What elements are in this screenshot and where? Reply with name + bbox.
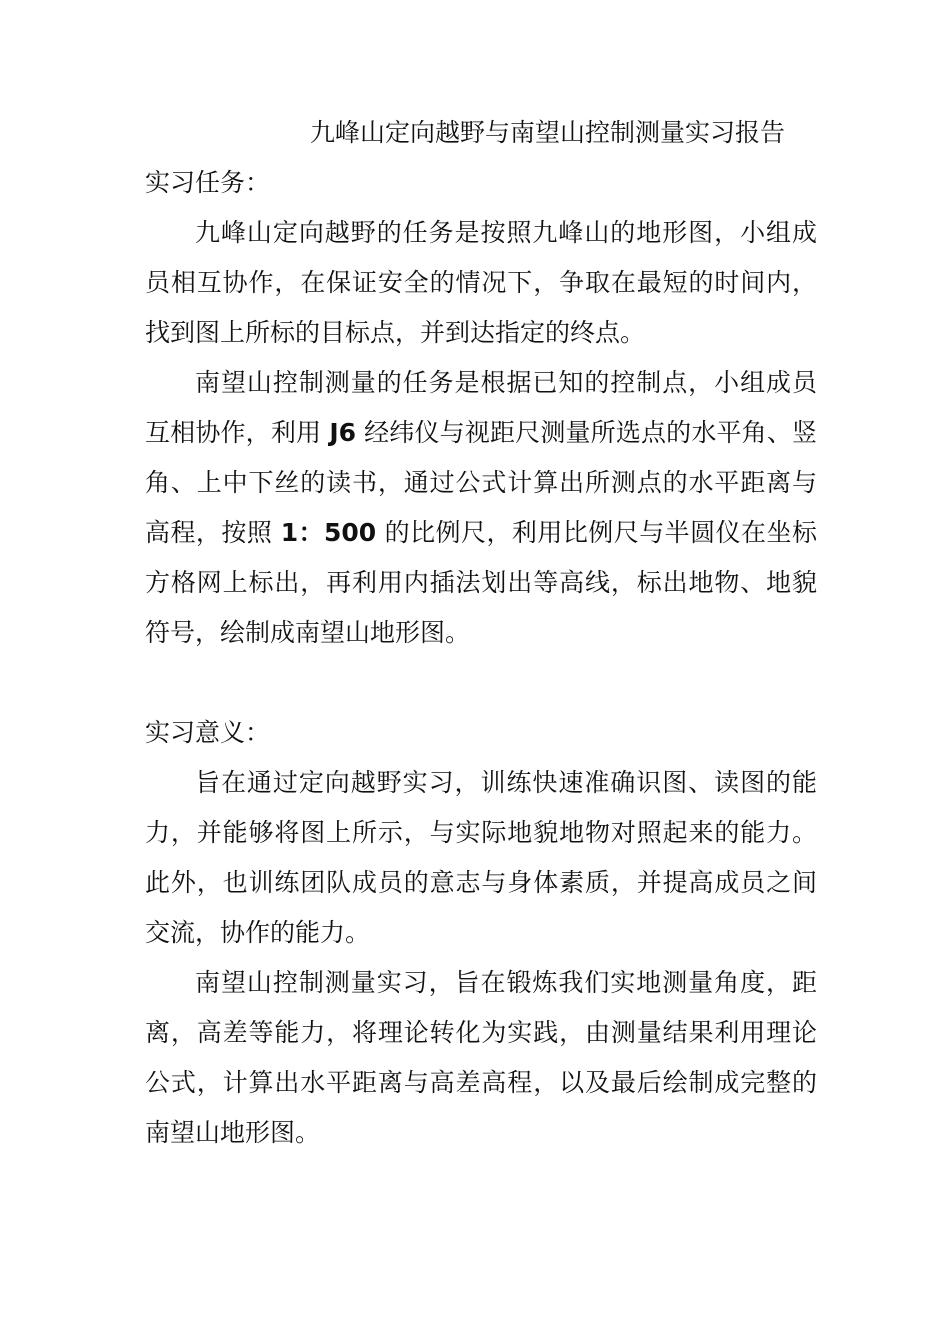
- paragraph-survey-significance: 南望山控制测量实习，旨在锻炼我们实地测量角度，距离，高差等能力，将理论转化为实践，由测量结果利用理论公式，计算出水平距离与高差高程，以及最后绘制成完整的南望山地形图。: [145, 968, 817, 1147]
- document-title: 九峰山定向越野与南望山控制测量实习报告: [310, 118, 786, 147]
- section-heading-tasks: 实习任务：: [145, 168, 271, 197]
- paragraph-survey-task: [145, 358, 817, 658]
- map-scale: 1：500: [280, 518, 377, 547]
- section-heading-significance: 实习意义：: [145, 718, 271, 747]
- document-body: [145, 108, 817, 1158]
- paragraph-orienteering-significance: 旨在通过定向越野实习，训练快速准确识图、读图的能力，并能够将图上所示，与实际地貌地物对照起来的能力。此外，也训练团队成员的意志与身体素质，并提高成员之间交流，协作的能力。: [145, 768, 817, 947]
- instrument-model: J6: [329, 418, 357, 447]
- survey-task-text-3: 的比例尺，利用比例尺与半圆仪在坐标方格网上标出，再利用内插法划出等高线，标出地物、地貌符号，绘制成南望山地形图。: [145, 518, 817, 647]
- survey-task-text-1: 南望山控制测量的任务是根据已知的控制点，小组成员互相协作，利用: [145, 368, 817, 447]
- paragraph-orienteering-task: 九峰山定向越野的任务是按照九峰山的地形图，小组成员相互协作，在保证安全的情况下，争取在最短的时间内，找到图上所标的目标点，并到达指定的终点。: [145, 218, 817, 347]
- section-spacer: [145, 658, 817, 708]
- survey-task-text-2: 经纬仪与视距尺测量所选点的水平角、竖角、上中下丝的读书，通过公式计算出所测点的水平距离与高程，按照: [145, 418, 817, 547]
